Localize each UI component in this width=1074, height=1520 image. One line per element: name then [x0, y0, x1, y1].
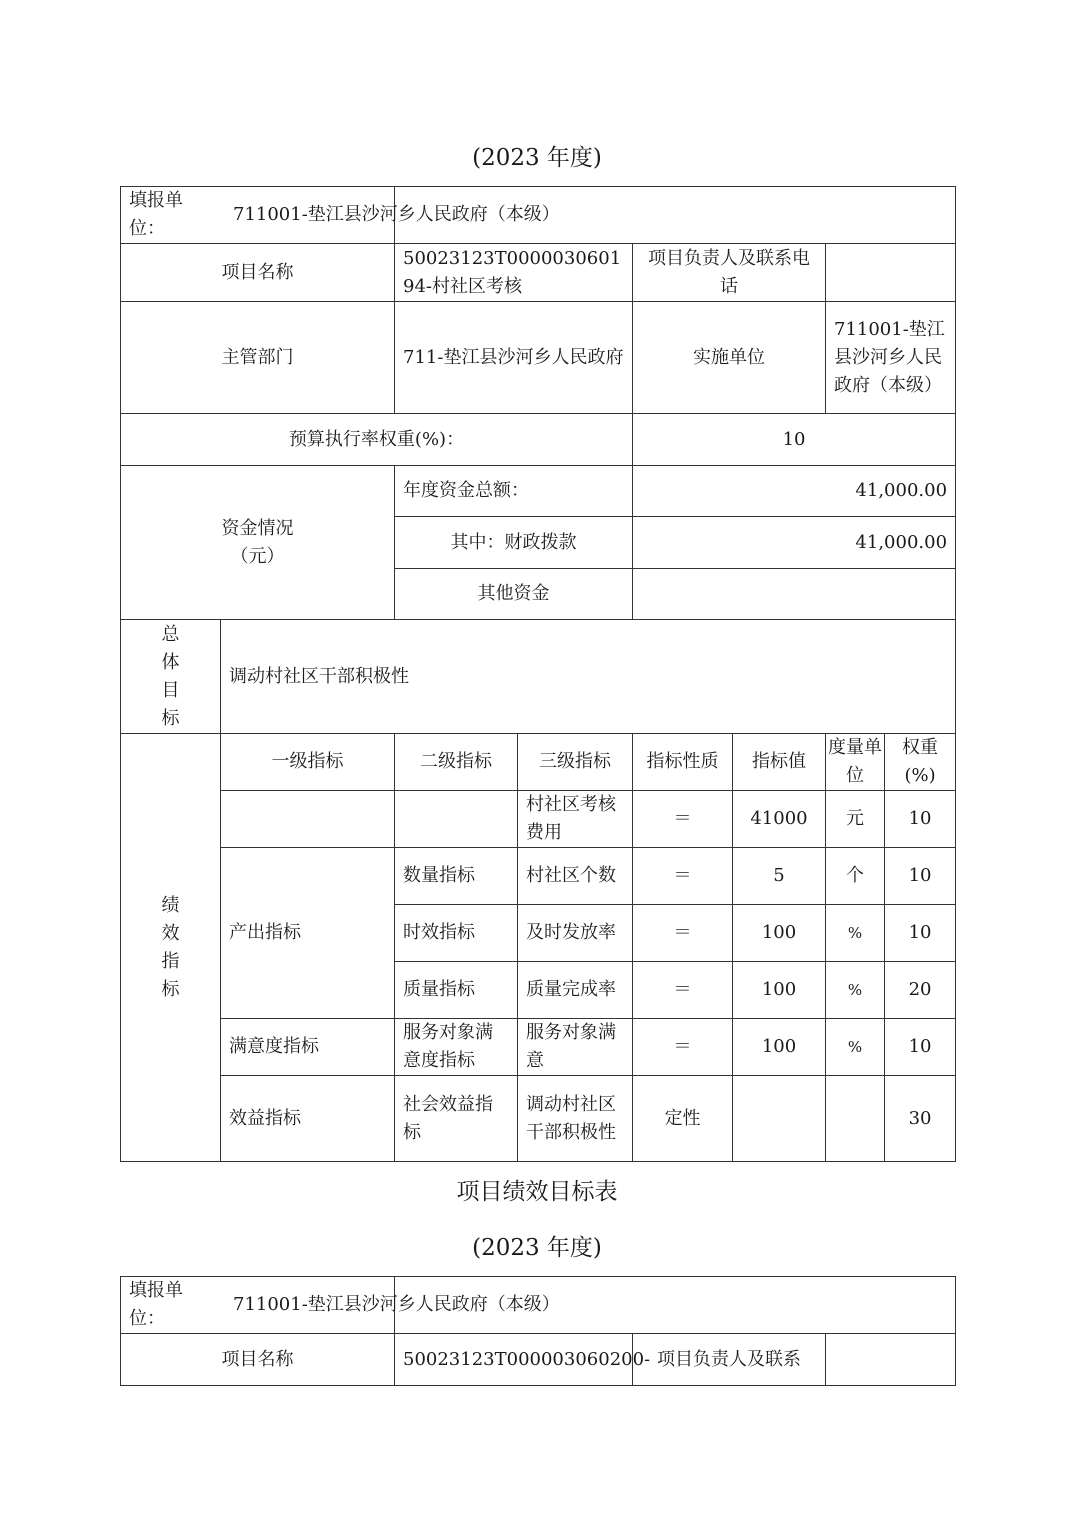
project-name-label: 项目名称 — [121, 244, 395, 302]
performance-table-2 — [120, 1276, 956, 1386]
row-value: 5 — [733, 848, 826, 905]
header-weight-text: 权重(%) — [902, 737, 939, 786]
row-unit — [826, 1076, 885, 1162]
perf-label — [121, 734, 221, 1162]
row-l2: 时效指标 — [395, 905, 518, 962]
other-funds-label: 其他资金 — [395, 569, 633, 620]
row-weight: 10 — [885, 791, 956, 848]
header-nature: 指标性质 — [633, 734, 733, 791]
project-name-value-2: 50023123T000003060200- — [395, 1334, 633, 1386]
table-row — [121, 1076, 956, 1162]
unit-value-2 — [233, 1277, 956, 1334]
annual-total-value: 41,000.00 — [633, 466, 956, 517]
row-l3: 及时发放率 — [518, 905, 633, 962]
funds-label-text: 资金情况（元） — [221, 517, 294, 567]
row-value: 100 — [733, 1019, 826, 1076]
row-nature: ＝ — [633, 791, 733, 848]
unit-value — [233, 187, 956, 244]
row-l1 — [221, 791, 395, 848]
row-nature: ＝ — [633, 1019, 733, 1076]
row-l3: 村社区个数 — [518, 848, 633, 905]
row-unit: % — [826, 962, 885, 1019]
unit-value-text: 711001-垫江县沙河乡人民政府（本级） — [233, 204, 560, 225]
header-l2: 二级指标 — [395, 734, 518, 791]
impl-label: 实施单位 — [633, 302, 826, 414]
header-l3: 三级指标 — [518, 734, 633, 791]
budget-rate-label: 预算执行率权重(%)： — [121, 414, 633, 466]
year-title-2: (2023 年度) — [472, 1235, 602, 1261]
contact-value — [826, 244, 956, 302]
row-nature: ＝ — [633, 848, 733, 905]
row-unit: 个 — [826, 848, 885, 905]
row-weight: 10 — [885, 905, 956, 962]
row-l1: 满意度指标 — [221, 1019, 395, 1076]
row-unit: 元 — [826, 791, 885, 848]
row-l1: 产出指标 — [221, 848, 395, 1019]
row-value: 41000 — [733, 791, 826, 848]
table-title: 项目绩效目标表 — [456, 1179, 618, 1205]
contact-label-2: 项目负责人及联系 — [633, 1334, 826, 1386]
table-row — [121, 1019, 956, 1076]
row-nature: 定性 — [633, 1076, 733, 1162]
annual-total-label: 年度资金总额： — [395, 466, 633, 517]
contact-value-2 — [826, 1334, 956, 1386]
row-l2: 数量指标 — [395, 848, 518, 905]
row-nature: ＝ — [633, 905, 733, 962]
header-value: 指标值 — [733, 734, 826, 791]
funds-label — [121, 466, 395, 620]
row-weight: 30 — [885, 1076, 956, 1162]
unit-label: 填报单位： — [129, 190, 183, 239]
row-l2: 社会效益指标 — [395, 1076, 518, 1162]
row-l3: 调动村社区干部积极性 — [518, 1076, 633, 1162]
goal-label-text: 总体目标 — [161, 623, 180, 729]
row-weight: 10 — [885, 848, 956, 905]
impl-value: 711001-垫江县沙河乡人民政府（本级） — [826, 302, 956, 414]
other-funds-value — [633, 569, 956, 620]
header-weight — [885, 734, 956, 791]
row-unit: % — [826, 905, 885, 962]
project-name-value: 50023123T000003060194-村社区考核 — [395, 244, 633, 302]
header-unit: 度量单位 — [826, 734, 885, 791]
dept-label: 主管部门 — [121, 302, 395, 414]
row-weight: 20 — [885, 962, 956, 1019]
goal-label — [121, 620, 221, 734]
row-nature: ＝ — [633, 962, 733, 1019]
row-l2: 质量指标 — [395, 962, 518, 1019]
contact-label: 项目负责人及联系电话 — [633, 244, 826, 302]
goal-value: 调动村社区干部积极性 — [221, 620, 956, 734]
fiscal-label: 其中：财政拨款 — [395, 517, 633, 569]
table-row — [121, 791, 956, 848]
budget-rate-value: 10 — [633, 414, 956, 466]
row-value: 100 — [733, 962, 826, 1019]
row-l2 — [395, 791, 518, 848]
row-l3: 质量完成率 — [518, 962, 633, 1019]
dept-value: 711-垫江县沙河乡人民政府 — [395, 302, 633, 414]
year-title: (2023 年度) — [472, 145, 602, 171]
table-row — [121, 848, 956, 905]
row-value — [733, 1076, 826, 1162]
fiscal-value: 41,000.00 — [633, 517, 956, 569]
performance-table-1 — [120, 186, 956, 1162]
row-l2: 服务对象满意度指标 — [395, 1019, 518, 1076]
unit-value-text-2: 711001-垫江县沙河乡人民政府（本级） — [233, 1294, 560, 1315]
row-unit: % — [826, 1019, 885, 1076]
unit-label-2: 填报单位： — [129, 1280, 183, 1329]
row-weight: 10 — [885, 1019, 956, 1076]
header-l1: 一级指标 — [221, 734, 395, 791]
project-name-label-2: 项目名称 — [121, 1334, 395, 1386]
perf-label-text: 绩效指标 — [161, 894, 180, 1000]
row-value: 100 — [733, 905, 826, 962]
row-l1: 效益指标 — [221, 1076, 395, 1162]
row-l3: 服务对象满意 — [518, 1019, 633, 1076]
row-l3: 村社区考核费用 — [518, 791, 633, 848]
